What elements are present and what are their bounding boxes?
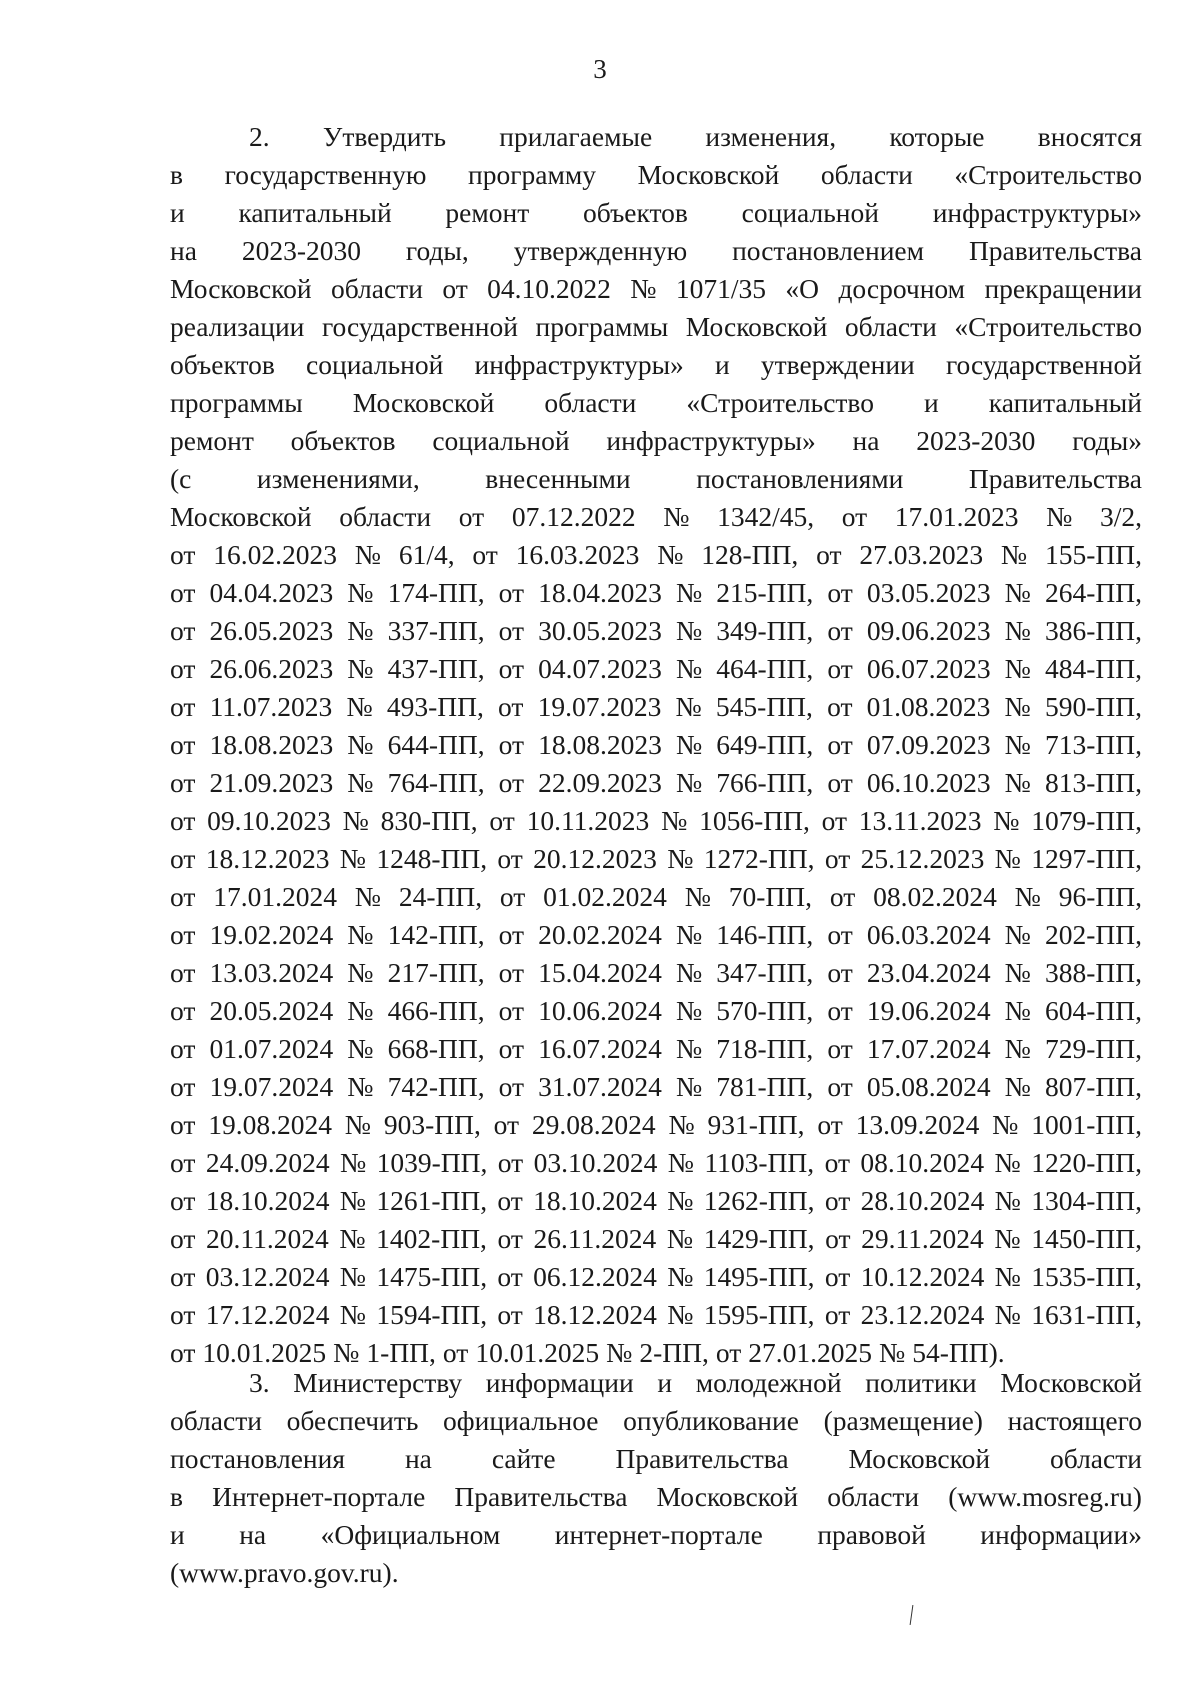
text-line: в Интернет-портале Правительства Московской области (www.mosreg.ru) <box>170 1481 1142 1512</box>
text-line: от 18.08.2023 № 644-ПП, от 18.08.2023 № 649-ПП, от 07.09.2023 № 713-ПП, <box>170 729 1142 760</box>
text-line: Московской области от 07.12.2022 № 1342/45, от 17.01.2023 № 3/2, <box>170 501 1142 532</box>
pen-mark <box>910 1605 914 1625</box>
text-line: области обеспечить официальное опубликование (размещение) настоящего <box>170 1405 1142 1436</box>
text-line: объектов социальной инфраструктуры» и утверждении государственной <box>170 349 1142 380</box>
paragraph-3 <box>170 1364 1142 1592</box>
text-line: постановления на сайте Правительства Московской области <box>170 1443 1142 1474</box>
text-line: на 2023-2030 годы, утвержденную постановлением Правительства <box>170 235 1142 266</box>
text-line: в государственную программу Московской области «Строительство <box>170 159 1142 190</box>
text-line: от 13.03.2024 № 217-ПП, от 15.04.2024 № 347-ПП, от 23.04.2024 № 388-ПП, <box>170 957 1142 988</box>
paragraph-2 <box>170 118 1142 1372</box>
text-line: и на «Официальном интернет-портале правовой информации» <box>170 1519 1142 1550</box>
text-line: от 26.05.2023 № 337-ПП, от 30.05.2023 № 349-ПП, от 09.06.2023 № 386-ПП, <box>170 615 1142 646</box>
text-line: (www.pravo.gov.ru). <box>170 1557 399 1588</box>
text-line: от 20.05.2024 № 466-ПП, от 10.06.2024 № 570-ПП, от 19.06.2024 № 604-ПП, <box>170 995 1142 1026</box>
text-line: от 20.11.2024 № 1402-ПП, от 26.11.2024 № 1429-ПП, от 29.11.2024 № 1450-ПП, <box>170 1223 1142 1254</box>
text-line: от 21.09.2023 № 764-ПП, от 22.09.2023 № 766-ПП, от 06.10.2023 № 813-ПП, <box>170 767 1142 798</box>
text-line: и капитальный ремонт объектов социальной инфраструктуры» <box>170 197 1142 228</box>
text-line: от 09.10.2023 № 830-ПП, от 10.11.2023 № 1056-ПП, от 13.11.2023 № 1079-ПП, <box>170 805 1142 836</box>
text-line: ремонт объектов социальной инфраструктуры» на 2023-2030 годы» <box>170 425 1142 456</box>
text-line: от 01.07.2024 № 668-ПП, от 16.07.2024 № 718-ПП, от 17.07.2024 № 729-ПП, <box>170 1033 1142 1064</box>
text-line: 2. Утвердить прилагаемые изменения, которые вносятся <box>249 121 1142 152</box>
page-number: 3 <box>593 54 607 84</box>
text-line: от 19.08.2024 № 903-ПП, от 29.08.2024 № 931-ПП, от 13.09.2024 № 1001-ПП, <box>170 1109 1142 1140</box>
text-line: от 04.04.2023 № 174-ПП, от 18.04.2023 № 215-ПП, от 03.05.2023 № 264-ПП, <box>170 577 1142 608</box>
text-line: от 19.07.2024 № 742-ПП, от 31.07.2024 № 781-ПП, от 05.08.2024 № 807-ПП, <box>170 1071 1142 1102</box>
text-line: от 16.02.2023 № 61/4, от 16.03.2023 № 128-ПП, от 27.03.2023 № 155-ПП, <box>170 539 1142 570</box>
text-line: 3. Министерству информации и молодежной политики Московской <box>249 1367 1142 1398</box>
text-line: от 18.12.2023 № 1248-ПП, от 20.12.2023 № 1272-ПП, от 25.12.2023 № 1297-ПП, <box>170 843 1142 874</box>
text-line: от 17.12.2024 № 1594-ПП, от 18.12.2024 № 1595-ПП, от 23.12.2024 № 1631-ПП, <box>170 1299 1142 1330</box>
text-line: от 10.01.2025 № 1-ПП, от 10.01.2025 № 2-ПП, от 27.01.2025 № 54-ПП). <box>170 1337 1005 1368</box>
text-line: программы Московской области «Строительство и капитальный <box>170 387 1142 418</box>
text-line: от 26.06.2023 № 437-ПП, от 04.07.2023 № 464-ПП, от 06.07.2023 № 484-ПП, <box>170 653 1142 684</box>
text-line: (с изменениями, внесенными постановлениями Правительства <box>170 463 1142 494</box>
text-line: от 19.02.2024 № 142-ПП, от 20.02.2024 № 146-ПП, от 06.03.2024 № 202-ПП, <box>170 919 1142 950</box>
text-line: от 18.10.2024 № 1261-ПП, от 18.10.2024 № 1262-ПП, от 28.10.2024 № 1304-ПП, <box>170 1185 1142 1216</box>
text-line: реализации государственной программы Московской области «Строительство <box>170 311 1142 342</box>
text-line: Московской области от 04.10.2022 № 1071/35 «О досрочном прекращении <box>170 273 1142 304</box>
text-line: от 03.12.2024 № 1475-ПП, от 06.12.2024 № 1495-ПП, от 10.12.2024 № 1535-ПП, <box>170 1261 1142 1292</box>
text-line: от 17.01.2024 № 24-ПП, от 01.02.2024 № 70-ПП, от 08.02.2024 № 96-ПП, <box>170 881 1142 912</box>
text-line: от 11.07.2023 № 493-ПП, от 19.07.2023 № 545-ПП, от 01.08.2023 № 590-ПП, <box>170 691 1142 722</box>
text-line: от 24.09.2024 № 1039-ПП, от 03.10.2024 № 1103-ПП, от 08.10.2024 № 1220-ПП, <box>170 1147 1142 1178</box>
